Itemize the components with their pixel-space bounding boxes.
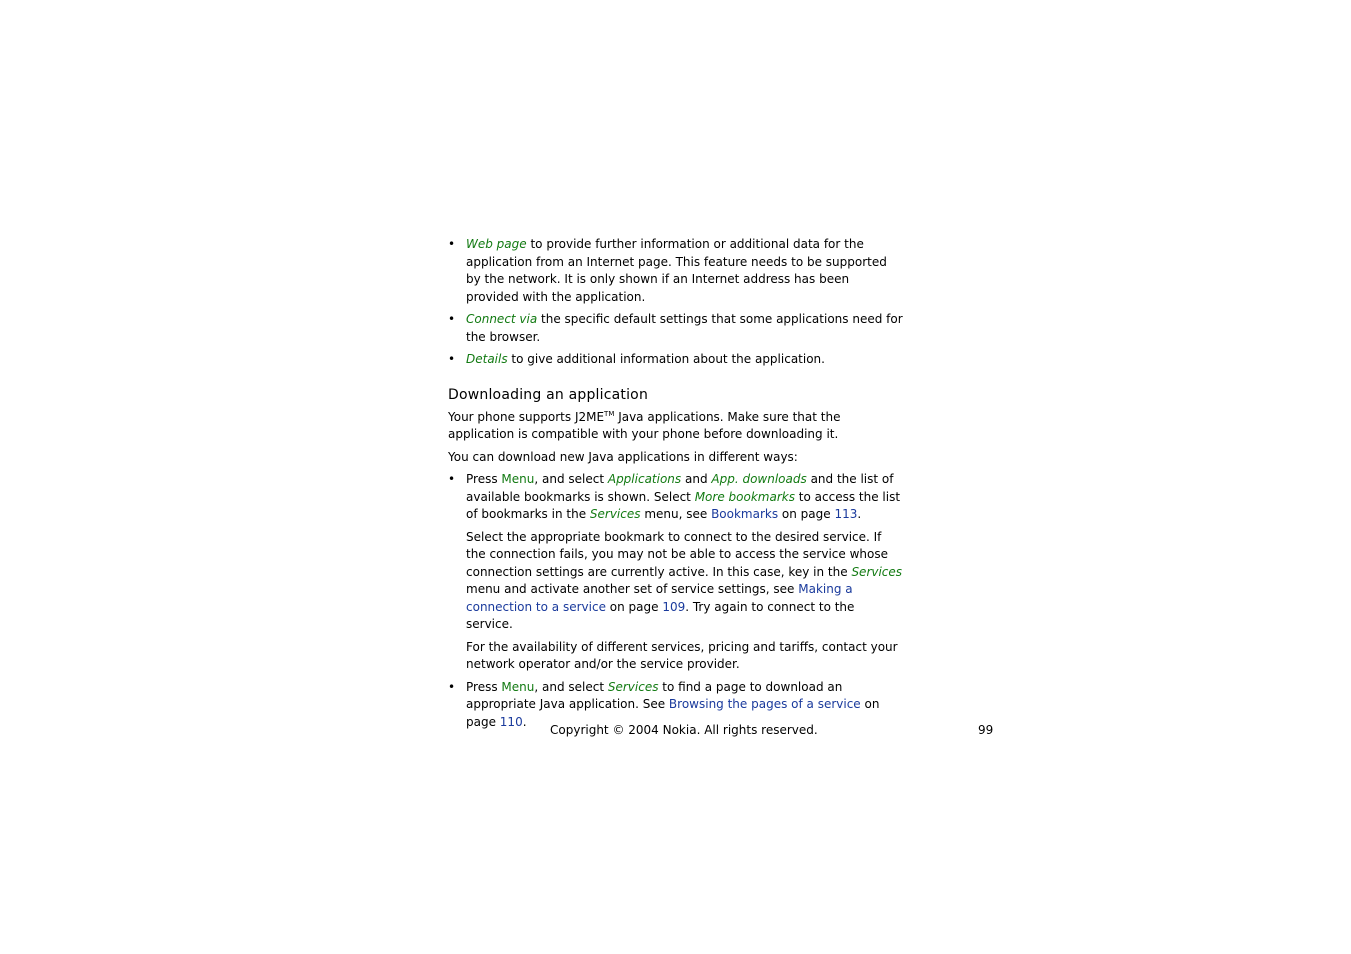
text: . Try again to connect to the service. [466,599,855,631]
menu-term: Services [589,507,641,521]
item-text: the specific default settings that some applications need for the browser. [466,312,903,344]
connection-link[interactable]: Making a connection to a service [466,582,853,614]
list-item [448,471,903,524]
text: Press [466,472,502,486]
list-item [448,351,903,369]
ways-paragraph: You can download new Java applications in different ways: [448,449,798,464]
text: and [681,472,712,486]
page-link[interactable]: 109 [662,599,686,614]
list-item [448,236,903,306]
menu-key: Menu [501,679,535,694]
text: Select the appropriate bookmark to connect to the desired service. If the connection fails, you may not be able to access the service whose connection settings are currently active. In this case, key in the [466,529,888,579]
text: on page [466,697,880,729]
menu-key: Menu [501,472,535,486]
trademark: TM [604,409,615,418]
intro-text-cont: Java applications. Make sure that the application is compatible with your phone before downloading it. [448,409,841,441]
text: . [857,507,862,521]
menu-term: App. downloads [711,472,807,486]
intro-text: Your phone supports J2ME [448,409,605,424]
text: and the list of available bookmarks is shown. Select [466,472,894,504]
text: . [522,714,527,729]
text: to find a page to download an appropriate Java application. See [466,679,843,711]
menu-term: Details [466,352,508,366]
text: on page [778,507,835,521]
list-item [448,311,903,346]
menu-term: Services [607,679,659,694]
text: menu and activate another set of service settings, see [466,582,799,596]
intro-paragraph [448,409,903,444]
page-link[interactable]: 110 [499,714,523,729]
menu-term: More bookmarks [694,489,795,504]
text: , and select [534,472,608,486]
bullet: • [448,237,456,251]
availability-paragraph: For the availability of different services, pricing and tariffs, contact your network operator and/or the service provider. [466,639,898,671]
bullet: • [448,312,456,326]
copyright-footer: Copyright © 2004 Nokia. All rights reserved. [550,723,818,737]
bullet: • [448,352,456,366]
menu-term: Services [851,564,903,579]
menu-term: Connect via [466,312,538,326]
section-heading: Downloading an application [448,386,649,403]
bookmarks-link[interactable]: Bookmarks [711,507,779,521]
item-text: to give additional information about the application. [507,352,825,366]
text: to access the list of bookmarks in the [466,489,901,521]
text: menu, see [640,507,712,521]
bullet: • [448,472,456,486]
text: on page [605,599,663,614]
menu-term: Web page [466,237,527,251]
page-number: 99 [978,723,994,737]
bullet: • [448,679,456,694]
item-text: to provide further information or additional data for the application from an Internet page. This feature needs to be supported by the network. It is only shown if an Internet address has been provided with the application. [466,237,887,304]
browsing-link[interactable]: Browsing the pages of a service [668,697,861,711]
select-paragraph [448,529,903,634]
menu-term: Applications [607,472,682,486]
text: Press [466,679,502,694]
page-content [448,236,903,731]
page-link[interactable]: 113 [834,507,858,521]
text: , and select [534,679,608,694]
